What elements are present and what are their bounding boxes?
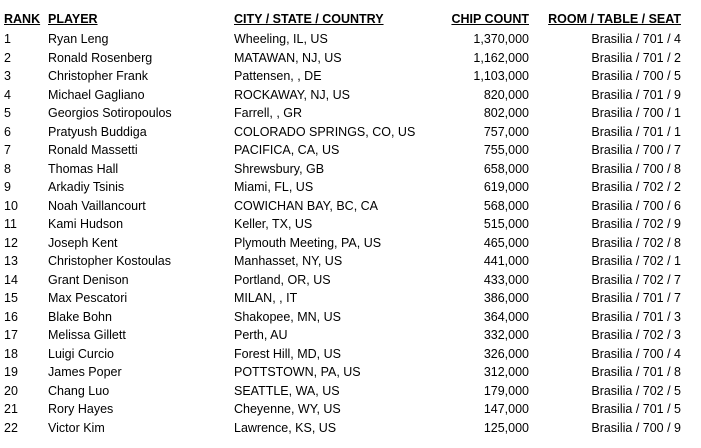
header-rank: RANK <box>4 12 41 26</box>
player-name-cell: Noah Vaillancourt <box>48 198 146 213</box>
location-cell: Pattensen, , DE <box>234 69 322 83</box>
location-cell: Manhasset, NY, US <box>234 254 343 268</box>
player-name-cell: Luigi Curcio <box>48 346 115 361</box>
chip-count-cell: 147,000 <box>483 402 529 416</box>
room-table-seat-cell: Brasilia / 700 / 4 <box>591 346 681 361</box>
player-name-cell: Joseph Kent <box>48 235 118 250</box>
location-cell: Wheeling, IL, US <box>234 32 328 46</box>
table-row <box>4 308 681 327</box>
room-table-seat-cell: Brasilia / 702 / 2 <box>591 180 681 194</box>
location-cell: Shakopee, MN, US <box>234 309 341 324</box>
rank-cell: 16 <box>4 309 18 324</box>
table-row <box>4 234 681 253</box>
rank-cell: 14 <box>4 272 18 287</box>
chip-count-cell: 755,000 <box>483 143 529 157</box>
table-row <box>4 363 681 382</box>
table-row <box>4 141 681 160</box>
room-table-seat-cell: Brasilia / 700 / 6 <box>591 198 681 213</box>
chip-count-cell: 312,000 <box>483 365 529 379</box>
rank-cell: 18 <box>4 346 18 361</box>
table-row <box>4 178 681 197</box>
table-row <box>4 49 681 68</box>
room-table-seat-cell: Brasilia / 702 / 7 <box>591 272 681 287</box>
header-row <box>4 9 681 30</box>
table-row <box>4 160 681 179</box>
chip-count-cell: 820,000 <box>483 87 529 102</box>
rank-cell: 12 <box>4 235 18 250</box>
chip-count-cell: 364,000 <box>483 309 529 324</box>
table-row <box>4 400 681 419</box>
rank-cell: 7 <box>4 143 11 157</box>
chip-count-cell: 386,000 <box>483 291 529 305</box>
chip-count-table <box>4 9 681 437</box>
chip-count-cell: 1,162,000 <box>473 50 529 65</box>
player-name-cell: Grant Denison <box>48 272 129 287</box>
player-name-cell: Pratyush Buddiga <box>48 124 147 139</box>
location-cell: Portland, OR, US <box>234 272 331 287</box>
location-cell: COLORADO SPRINGS, CO, US <box>234 124 416 139</box>
chip-count-cell: 1,103,000 <box>473 69 529 83</box>
location-cell: Shrewsbury, GB <box>234 161 325 176</box>
location-cell: MATAWAN, NJ, US <box>234 50 342 65</box>
player-name-cell: Blake Bohn <box>48 309 112 324</box>
room-table-seat-cell: Brasilia / 701 / 1 <box>591 124 681 139</box>
header-room-table-seat: ROOM / TABLE / SEAT <box>548 12 681 26</box>
table-row <box>4 326 681 345</box>
room-table-seat-cell: Brasilia / 701 / 7 <box>591 291 681 305</box>
player-name-cell: James Poper <box>48 365 122 379</box>
rank-cell: 2 <box>4 50 11 65</box>
chip-count-cell: 441,000 <box>483 254 529 268</box>
player-name-cell: Kami Hudson <box>48 217 124 231</box>
room-table-seat-cell: Brasilia / 700 / 7 <box>591 143 681 157</box>
rank-cell: 22 <box>4 420 18 435</box>
chip-count-cell: 658,000 <box>483 161 529 176</box>
location-cell: MILAN, , IT <box>234 291 298 305</box>
location-cell: Farrell, , GR <box>234 106 303 120</box>
rank-cell: 6 <box>4 124 11 139</box>
table-row <box>4 67 681 86</box>
table-row <box>4 197 681 216</box>
rank-cell: 3 <box>4 69 11 83</box>
chip-count-cell: 125,000 <box>483 420 529 435</box>
room-table-seat-cell: Brasilia / 702 / 8 <box>591 235 681 250</box>
table-row <box>4 382 681 401</box>
room-table-seat-cell: Brasilia / 701 / 8 <box>591 365 681 379</box>
room-table-seat-cell: Brasilia / 702 / 1 <box>591 254 681 268</box>
rank-cell: 13 <box>4 254 18 268</box>
location-cell: Lawrence, KS, US <box>234 420 337 435</box>
table-row <box>4 104 681 123</box>
table-row <box>4 271 681 290</box>
chip-count-cell: 332,000 <box>483 328 529 342</box>
player-name-cell: Michael Gagliano <box>48 87 145 102</box>
header-chip-count: CHIP COUNT <box>451 12 529 26</box>
table-row <box>4 419 681 438</box>
rank-cell: 11 <box>4 217 17 231</box>
rank-cell: 8 <box>4 161 11 176</box>
player-name-cell: Georgios Sotiropoulos <box>48 106 172 120</box>
chip-count-cell: 465,000 <box>483 235 529 250</box>
rank-cell: 19 <box>4 365 18 379</box>
chip-count-cell: 1,370,000 <box>473 32 529 46</box>
room-table-seat-cell: Brasilia / 702 / 9 <box>591 217 681 231</box>
player-name-cell: Max Pescatori <box>48 291 128 305</box>
table-row <box>4 215 681 234</box>
location-cell: Plymouth Meeting, PA, US <box>234 235 382 250</box>
location-cell: Cheyenne, WY, US <box>234 402 341 416</box>
table-row <box>4 252 681 271</box>
rank-cell: 10 <box>4 198 18 213</box>
location-cell: COWICHAN BAY, BC, CA <box>234 198 379 213</box>
location-cell: Perth, AU <box>234 328 288 342</box>
player-name-cell: Melissa Gillett <box>48 328 126 342</box>
room-table-seat-cell: Brasilia / 700 / 8 <box>591 161 681 176</box>
location-cell: SEATTLE, WA, US <box>234 383 340 398</box>
header-location: CITY / STATE / COUNTRY <box>234 12 384 26</box>
player-name-cell: Ronald Massetti <box>48 143 138 157</box>
rank-cell: 5 <box>4 106 11 120</box>
player-name-cell: Ronald Rosenberg <box>48 50 153 65</box>
location-cell: Miami, FL, US <box>234 180 314 194</box>
chip-count-cell: 802,000 <box>483 106 529 120</box>
room-table-seat-cell: Brasilia / 700 / 5 <box>591 69 681 83</box>
chip-count-cell: 433,000 <box>483 272 529 287</box>
location-cell: Keller, TX, US <box>234 217 313 231</box>
room-table-seat-cell: Brasilia / 701 / 3 <box>591 309 681 324</box>
room-table-seat-cell: Brasilia / 701 / 4 <box>591 32 681 46</box>
player-name-cell: Rory Hayes <box>48 402 114 416</box>
rank-cell: 20 <box>4 383 18 398</box>
location-cell: POTTSTOWN, PA, US <box>234 365 361 379</box>
table-row <box>4 345 681 364</box>
table-row <box>4 30 681 49</box>
location-cell: PACIFICA, CA, US <box>234 143 340 157</box>
room-table-seat-cell: Brasilia / 700 / 9 <box>591 420 681 435</box>
player-name-cell: Ryan Leng <box>48 32 109 46</box>
chip-count-cell: 757,000 <box>483 124 529 139</box>
chip-count-cell: 619,000 <box>483 180 529 194</box>
table-row <box>4 289 681 308</box>
chip-count-cell: 179,000 <box>483 383 529 398</box>
location-cell: Forest Hill, MD, US <box>234 346 341 361</box>
table-row <box>4 123 681 142</box>
chip-count-cell: 568,000 <box>483 198 529 213</box>
player-name-cell: Chang Luo <box>48 383 110 398</box>
rank-cell: 4 <box>4 87 11 102</box>
chip-count-cell: 515,000 <box>483 217 529 231</box>
room-table-seat-cell: Brasilia / 700 / 1 <box>591 106 681 120</box>
header-player: PLAYER <box>48 12 98 26</box>
rank-cell: 21 <box>4 402 18 416</box>
room-table-seat-cell: Brasilia / 702 / 3 <box>591 328 681 342</box>
rank-cell: 15 <box>4 291 18 305</box>
player-name-cell: Arkadiy Tsinis <box>48 180 125 194</box>
location-cell: ROCKAWAY, NJ, US <box>234 87 350 102</box>
rank-cell: 9 <box>4 180 11 194</box>
player-name-cell: Thomas Hall <box>48 161 119 176</box>
room-table-seat-cell: Brasilia / 701 / 9 <box>591 87 681 102</box>
room-table-seat-cell: Brasilia / 701 / 5 <box>591 402 681 416</box>
player-name-cell: Christopher Kostoulas <box>48 254 171 268</box>
chip-count-cell: 326,000 <box>483 346 529 361</box>
rank-cell: 17 <box>4 328 18 342</box>
table-row <box>4 86 681 105</box>
rank-cell: 1 <box>4 32 11 46</box>
table-body <box>4 30 681 437</box>
player-name-cell: Victor Kim <box>48 420 105 435</box>
room-table-seat-cell: Brasilia / 701 / 2 <box>591 50 681 65</box>
room-table-seat-cell: Brasilia / 702 / 5 <box>591 383 681 398</box>
player-name-cell: Christopher Frank <box>48 69 149 83</box>
